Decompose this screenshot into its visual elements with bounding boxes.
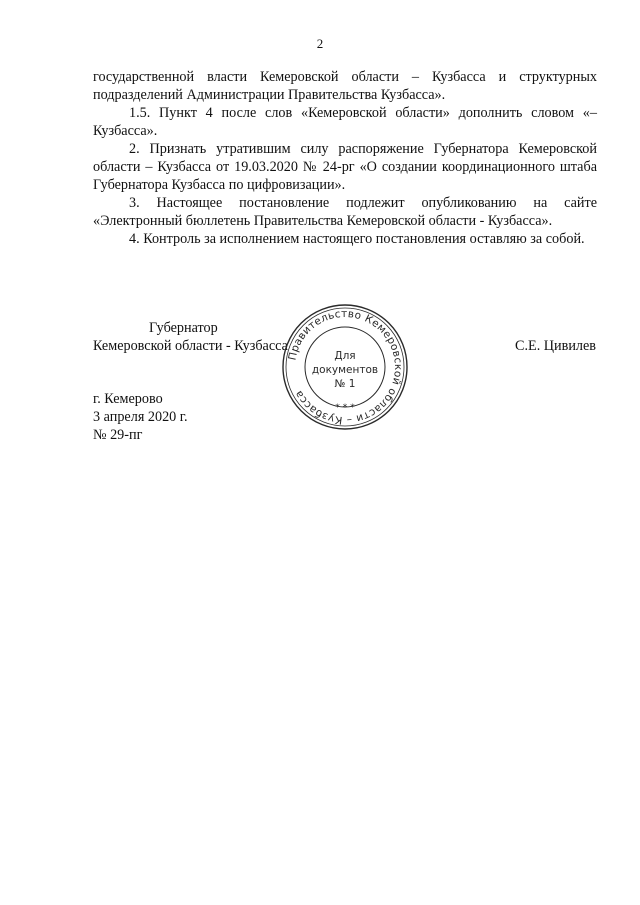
official-stamp (280, 302, 410, 432)
signature-name: С.Е. Цивилев (515, 338, 596, 354)
stamp-seal-icon (280, 302, 410, 432)
paragraph-item-4: 4. Контроль за исполнением настоящего постановления оставляю за собой. (129, 231, 585, 247)
paragraph-item-1-5: 1.5. Пункт 4 после слов «Кемеровской области» дополнить словом «– Кузбасса». (93, 105, 597, 139)
page-number: 2 (316, 36, 324, 51)
footer-number: № 29-пг (93, 427, 143, 443)
paragraph-item-3: 3. Настоящее постановление подлежит опубликованию на сайте «Электронный бюллетень Правительства Кемеровской области - Кузбасса». (93, 195, 597, 229)
stamp-center-line1: Для (334, 350, 356, 362)
document-footer (93, 390, 188, 444)
footer-date: 3 апреля 2020 г. (93, 409, 188, 425)
paragraph-continuation: государственной власти Кемеровской области – Кузбасса и структурных подразделений Администрации Правительства Кузбасса». (93, 69, 597, 103)
footer-city: г. Кемерово (93, 391, 163, 407)
signature-organization: Кемеровской области - Кузбасса (93, 338, 288, 354)
stamp-ring-text: Правительство Кемеровской области – Кузбасса (286, 307, 405, 427)
stamp-center-line2: документов (311, 364, 379, 376)
stamp-stars: * * * (335, 403, 355, 413)
paragraph-item-2: 2. Признать утратившим силу распоряжение Губернатора Кемеровской области – Кузбасса от 19.03.2020 № 24-рг «О создании координационного штаба Губернатора Кузбасса по цифровизации». (93, 141, 597, 193)
stamp-center-line3: № 1 (334, 378, 356, 390)
signature-title: Губернатор (149, 320, 218, 336)
document-body (93, 68, 597, 248)
